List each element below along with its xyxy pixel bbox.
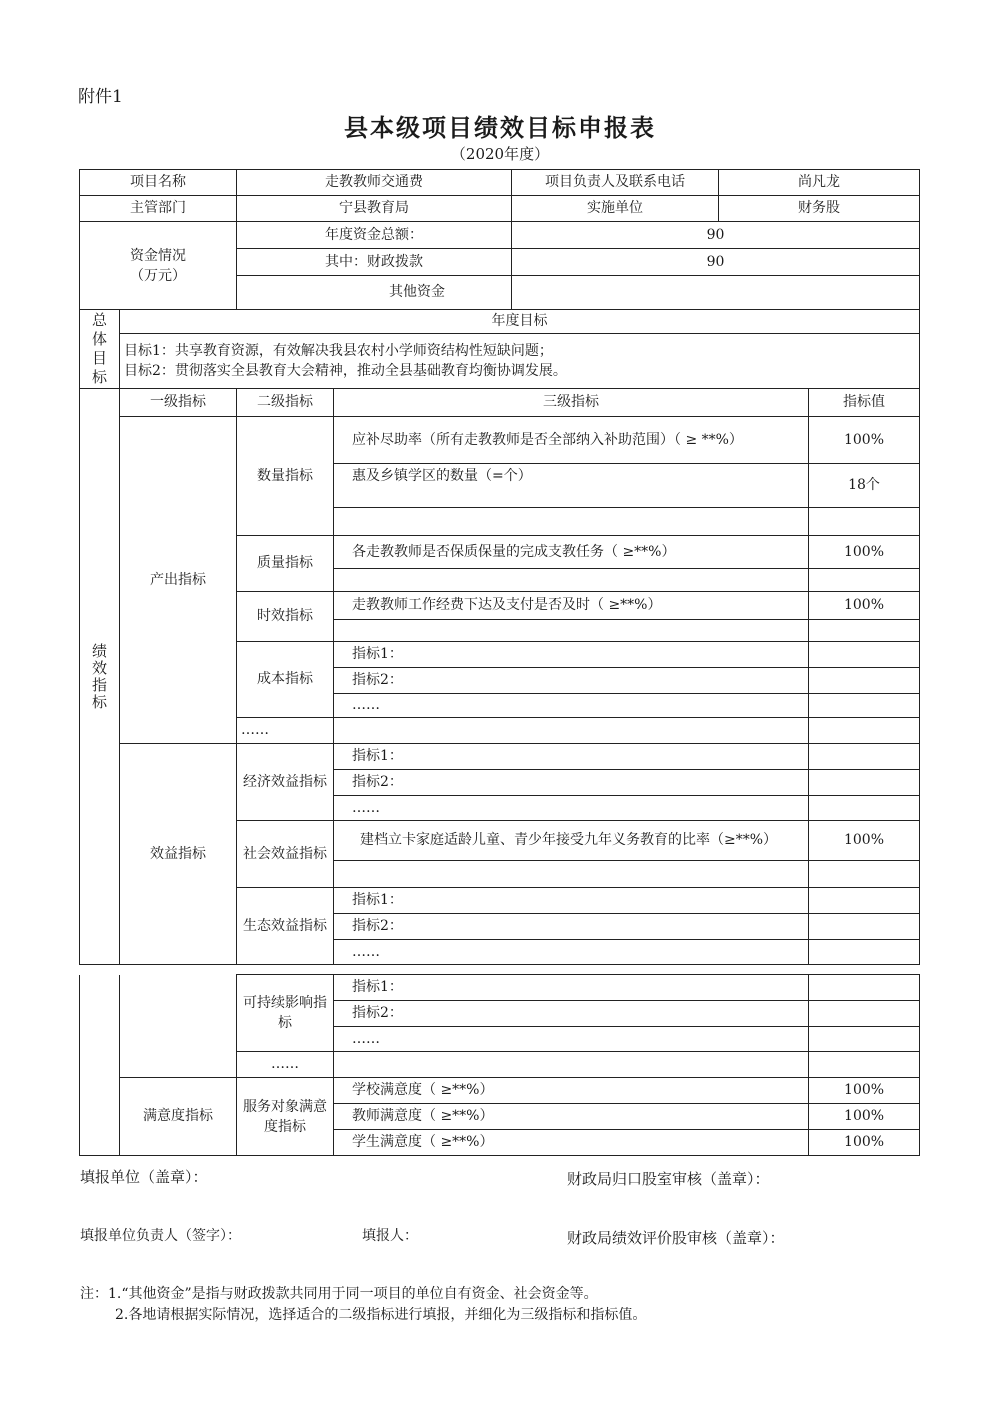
- satisfaction-indicator: 满意度指标: [120, 1078, 237, 1156]
- satisfaction-school: 学校满意度（ ≥**%）: [334, 1078, 809, 1104]
- ecological-item-2: 指标2：: [334, 914, 809, 940]
- timeliness-item-1-value: 100%: [809, 592, 920, 620]
- fill-unit-head-sign: 填报单位负责人（签字）：: [80, 1228, 241, 1244]
- goal-1: 目标1：共享教育资源，有效解决我县农村小学师资结构性短缺问题；: [124, 343, 553, 359]
- service-satisfaction-indicator: 服务对象满意度指标: [237, 1078, 334, 1156]
- benefit-indicator: 效益指标: [120, 744, 237, 965]
- sustainability-item-2: 指标2：: [334, 1001, 809, 1027]
- economic-item-1: 指标1：: [334, 744, 809, 770]
- cost-indicator: 成本指标: [237, 642, 334, 718]
- quantity-indicator: 数量指标: [237, 417, 334, 536]
- quantity-item-1: 应补尽助率（所有走教教师是否全部纳入补助范围）（ ≥ **%）: [334, 417, 809, 464]
- manager-value: 尚凡龙: [719, 170, 920, 196]
- timeliness-indicator: 时效指标: [237, 592, 334, 642]
- fund-fin-label: 其中：财政拨款: [237, 249, 512, 276]
- fund-total-value: 90: [512, 222, 920, 249]
- cost-item-2: 指标2：: [334, 668, 809, 694]
- economic-item-more: ……: [334, 796, 809, 821]
- performance-form-table: [79, 169, 920, 965]
- filler-label: 填报人：: [362, 1228, 418, 1244]
- unit-value: 财务股: [719, 196, 920, 222]
- benefit-more: ……: [237, 1052, 334, 1078]
- timeliness-item-1: 走教教师工作经费下达及支付是否及时（ ≥**%）: [334, 592, 809, 620]
- col-value: 指标值: [809, 389, 920, 417]
- cost-item-1: 指标1：: [334, 642, 809, 668]
- page-title: 县本级项目绩效目标申报表: [344, 113, 656, 142]
- fund-other-label: 其他资金: [237, 276, 512, 310]
- manager-label: 项目负责人及联系电话: [512, 170, 719, 196]
- fund-label: 资金情况 （万元）: [80, 222, 237, 310]
- quantity-item-2-value: 18个: [809, 464, 920, 508]
- fund-other-value: [512, 276, 920, 310]
- goals-side-label: 总 体 目 标: [80, 310, 120, 389]
- unit-label: 实施单位: [512, 196, 719, 222]
- satisfaction-school-value: 100%: [809, 1078, 920, 1104]
- attachment-label: 附件1: [78, 87, 123, 107]
- sustainability-indicator: 可持续影响指标: [237, 975, 334, 1052]
- fund-fin-value: 90: [512, 249, 920, 276]
- finance-perf-review: 财政局绩效评价股审核（盖章）：: [567, 1229, 785, 1247]
- goal-2: 目标2：贯彻落实全县教育大会精神，推动全县基础教育均衡协调发展。: [124, 363, 567, 379]
- quality-indicator: 质量指标: [237, 536, 334, 592]
- performance-form-table-continued: [79, 974, 920, 1156]
- ecological-indicator: 生态效益指标: [237, 888, 334, 965]
- social-indicator: 社会效益指标: [237, 821, 334, 888]
- indicators-side-label: 绩 效 指 标: [80, 389, 120, 965]
- output-indicator: 产出指标: [120, 417, 237, 744]
- quantity-item-2: 惠及乡镇学区的数量（=个）: [334, 464, 809, 508]
- col-level2: 二级指标: [237, 389, 334, 417]
- social-item-1: 建档立卡家庭适龄儿童、青少年接受九年义务教育的比率（≥**%）: [334, 821, 809, 861]
- finance-dept-review: 财政局归口股室审核（盖章）：: [567, 1170, 770, 1188]
- col-level3: 三级指标: [334, 389, 809, 417]
- quantity-item-1-value: 100%: [809, 417, 920, 464]
- ecological-item-1: 指标1：: [334, 888, 809, 914]
- satisfaction-teacher: 教师满意度（ ≥**%）: [334, 1104, 809, 1130]
- dept-label: 主管部门: [80, 196, 237, 222]
- fund-total-label: 年度资金总额：: [237, 222, 512, 249]
- quality-item-1-value: 100%: [809, 536, 920, 569]
- quality-item-1: 各走教教师是否保质保量的完成支教任务（ ≥**%）: [334, 536, 809, 569]
- sustainability-item-more: ……: [334, 1027, 809, 1052]
- note-2: 2.各地请根据实际情况，选择适合的二级指标进行填报，并细化为三级指标和指标值。: [115, 1307, 647, 1323]
- note-1: 注：1.“其他资金”是指与财政拨款共同用于同一项目的单位自有资金、社会资金等。: [80, 1286, 598, 1302]
- economic-item-2: 指标2：: [334, 770, 809, 796]
- sustainability-item-1: 指标1：: [334, 975, 809, 1001]
- satisfaction-teacher-value: 100%: [809, 1104, 920, 1130]
- fill-unit-seal: 填报单位（盖章）：: [80, 1168, 208, 1186]
- year-label: （2020年度）: [450, 145, 550, 163]
- satisfaction-student-value: 100%: [809, 1130, 920, 1156]
- ecological-item-more: ……: [334, 940, 809, 965]
- goals-header: 年度目标: [120, 310, 920, 334]
- social-item-1-value: 100%: [809, 821, 920, 861]
- economic-indicator: 经济效益指标: [237, 744, 334, 821]
- project-name-label: 项目名称: [80, 170, 237, 196]
- project-name-value: 走教教师交通费: [237, 170, 512, 196]
- cost-item-more: ……: [334, 694, 809, 718]
- output-more: ……: [237, 718, 334, 744]
- satisfaction-student: 学生满意度（ ≥**%）: [334, 1130, 809, 1156]
- dept-value: 宁县教育局: [237, 196, 512, 222]
- col-level1: 一级指标: [120, 389, 237, 417]
